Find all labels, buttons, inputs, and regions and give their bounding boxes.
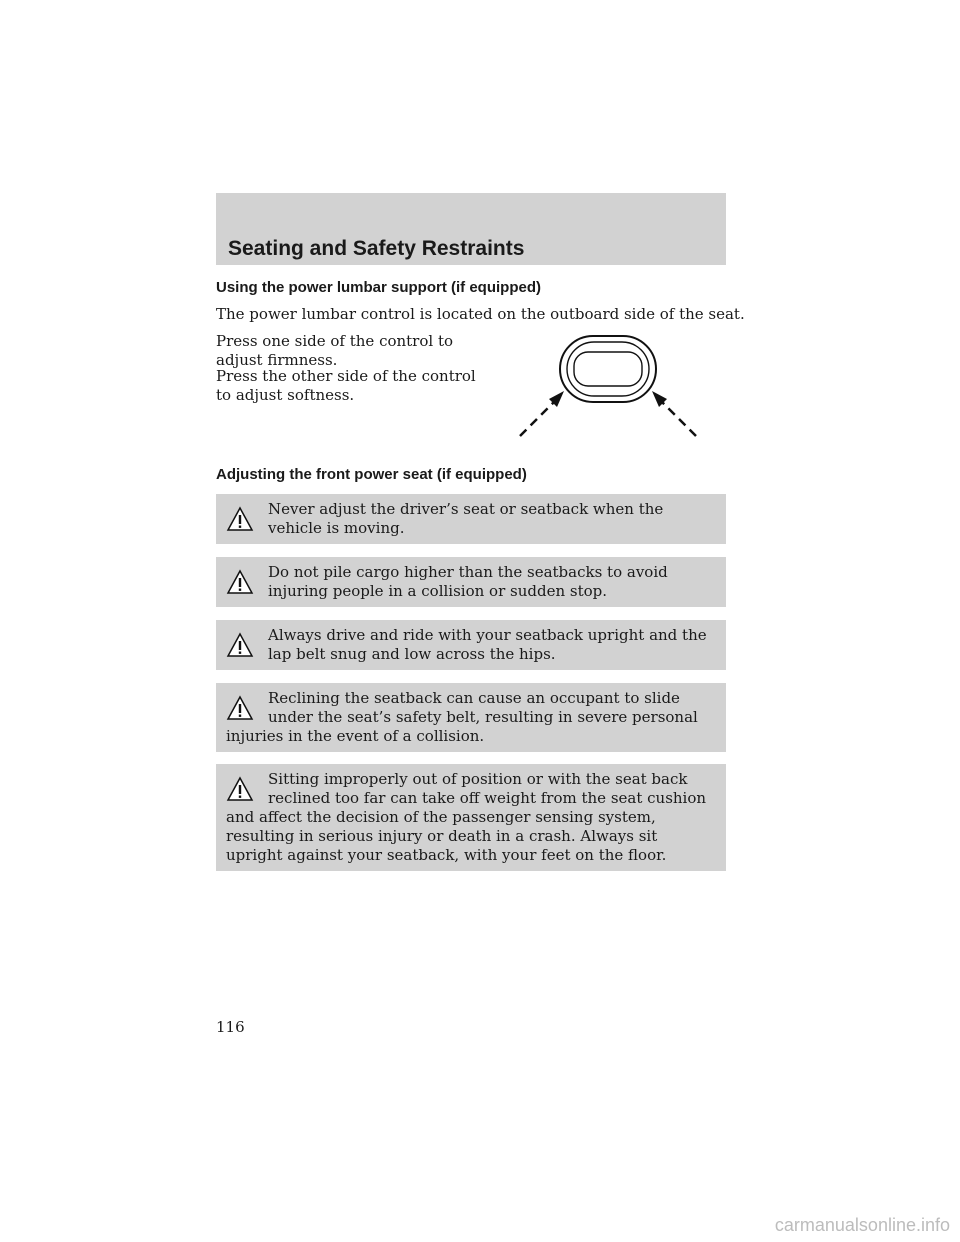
section-title: Seating and Safety Restraints bbox=[228, 237, 525, 260]
lumbar-intro: The power lumbar control is located on the outboard side of the seat. bbox=[216, 305, 745, 323]
warning-triangle-icon bbox=[226, 506, 254, 532]
warning-triangle-icon bbox=[226, 776, 254, 802]
warning-box bbox=[216, 683, 726, 752]
warning-box bbox=[216, 557, 726, 607]
warning-box bbox=[216, 764, 726, 871]
firmness-instruction: Press one side of the control to adjust firmness. bbox=[216, 332, 454, 369]
warning-text: Reclining the seatback can cause an occupant to slide under the seat’s safety belt, resulting in severe personal injuries in the event of a collision. bbox=[226, 689, 698, 745]
warning-triangle-icon bbox=[226, 695, 254, 721]
warning-text: Do not pile cargo higher than the seatbacks to avoid injuring people in a collision or sudden stop. bbox=[268, 563, 668, 600]
page-number: 116 bbox=[216, 1018, 245, 1036]
warning-text: Sitting improperly out of position or with the seat back reclined too far can take off weight from the seat cushion and affect the decision of the passenger sensing system, resulting in serious injury or death in a crash. Always sit upright against your seatback, with your feet on the floor. bbox=[226, 770, 707, 864]
warning-triangle-icon bbox=[226, 632, 254, 658]
warning-box bbox=[216, 494, 726, 544]
warning-text: Never adjust the driver’s seat or seatback when the vehicle is moving. bbox=[268, 500, 664, 537]
warning-triangle-icon bbox=[226, 569, 254, 595]
lumbar-heading: Using the power lumbar support (if equipped) bbox=[216, 279, 541, 296]
lumbar-control-diagram bbox=[512, 332, 704, 444]
warning-text: Always drive and ride with your seatback upright and the lap belt snug and low across the hips. bbox=[268, 626, 707, 663]
power-seat-heading: Adjusting the front power seat (if equipped) bbox=[216, 466, 527, 483]
section-header bbox=[216, 193, 726, 265]
watermark: carmanualsonline.info bbox=[774, 1215, 950, 1235]
warning-box bbox=[216, 620, 726, 670]
softness-instruction: Press the other side of the control to adjust softness. bbox=[216, 367, 476, 404]
